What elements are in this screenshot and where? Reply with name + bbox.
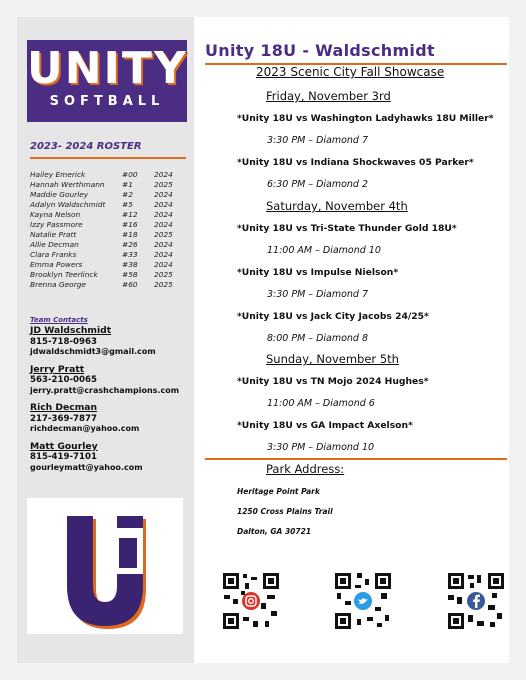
game-time: 3:30 PM – Diamond 7	[267, 289, 369, 300]
contact-card	[30, 442, 179, 474]
contact-card	[30, 326, 179, 358]
contact-name: Matt Gourley	[30, 440, 98, 452]
player-year: 2025	[154, 270, 173, 279]
player-number: #5	[122, 200, 133, 209]
player-name: Hailey Emerick	[30, 170, 86, 179]
roster-row	[30, 200, 180, 210]
player-name: Emma Powers	[30, 260, 83, 269]
roster-row	[30, 180, 180, 190]
player-name: Natalie Pratt	[30, 230, 77, 239]
game-time: 6:30 PM – Diamond 2	[267, 179, 369, 190]
player-name: Brenna George	[30, 280, 86, 289]
roster-row	[30, 230, 180, 240]
u-logo-graphic	[27, 498, 183, 634]
roster-row	[30, 240, 180, 250]
player-year: 2024	[154, 200, 173, 209]
unity-softball-logo	[27, 40, 187, 122]
player-number: #2	[122, 190, 133, 199]
roster-list	[30, 170, 180, 290]
contact-email: richdecman@yahoo.com	[30, 424, 140, 433]
player-number: #12	[122, 210, 138, 219]
player-number: #1	[122, 180, 133, 189]
roster-row	[30, 260, 180, 270]
roster-divider	[30, 157, 186, 159]
u-logo	[27, 498, 183, 634]
player-year: 2024	[154, 250, 173, 259]
player-number: #33	[122, 250, 138, 259]
contact-email: jerry.pratt@crashchampions.com	[30, 385, 180, 395]
player-year: 2024	[154, 260, 173, 269]
roster-row	[30, 190, 180, 200]
contact-email: jdwaldschmidt3@gmail.com	[30, 347, 156, 356]
qr-code-graphic	[333, 571, 393, 631]
roster-row	[30, 210, 180, 220]
player-number: #16	[122, 220, 138, 229]
instagram-qr-icon[interactable]	[221, 571, 281, 631]
contact-card	[30, 403, 179, 435]
contact-phone: 563-210-0065	[30, 375, 97, 385]
roster-row	[30, 270, 180, 280]
player-name: Adalyn Waldschmidt	[30, 200, 106, 209]
game-matchup: *Unity 18U vs Jack City Jacobs 24/25*	[237, 311, 429, 322]
player-year: 2025	[154, 230, 173, 239]
facebook-qr-icon[interactable]	[446, 571, 506, 631]
event-subtitle: 2023 Scenic City Fall Showcase	[256, 65, 445, 79]
game-matchup: *Unity 18U vs TN Mojo 2024 Hughes*	[237, 376, 429, 387]
player-year: 2024	[154, 210, 173, 219]
day-heading: Friday, November 3rd	[266, 89, 391, 103]
contact-email: gourleymatt@yahoo.com	[30, 462, 143, 472]
player-number: #38	[122, 260, 138, 269]
page-title: Unity 18U - Waldschmidt	[205, 41, 435, 60]
player-name: Hannah Werthmann	[30, 180, 105, 189]
contact-name: Rich Decman	[30, 402, 98, 413]
contact-name: Jerry Pratt	[30, 363, 85, 375]
roster-row	[30, 220, 180, 230]
player-year: 2024	[154, 170, 173, 179]
game-time: 3:30 PM – Diamond 10	[267, 442, 375, 453]
player-year: 2024	[154, 220, 173, 229]
game-matchup: *Unity 18U vs Washington Ladyhawks 18U Miller*	[237, 113, 494, 124]
game-time: 11:00 AM – Diamond 6	[267, 398, 375, 409]
player-name: Kayna Nelson	[30, 210, 81, 219]
player-number: #60	[122, 280, 138, 289]
contact-phone: 815-419-7101	[30, 452, 97, 462]
player-name: Allie Decman	[30, 240, 79, 249]
logo-sub: SOFTBALL	[49, 94, 165, 109]
roster-row	[30, 280, 180, 290]
player-name: Izzy Passmore	[30, 220, 83, 229]
player-name: Brooklyn Teerlinck	[30, 270, 98, 279]
roster-title: 2023- 2024 ROSTER	[30, 141, 142, 152]
twitter-qr-icon[interactable]	[333, 571, 393, 631]
park-city: Dalton, GA 30721	[237, 527, 312, 536]
player-year: 2024	[154, 190, 173, 199]
player-number: #18	[122, 230, 138, 239]
game-time: 3:30 PM – Diamond 7	[267, 135, 369, 146]
player-number: #00	[122, 170, 138, 179]
day-heading: Saturday, November 4th	[266, 199, 408, 213]
player-year: 2025	[154, 180, 173, 189]
qr-code-graphic	[221, 571, 281, 631]
game-matchup: *Unity 18U vs Impulse Nielson*	[237, 267, 399, 278]
contact-name: JD Waldschmidt	[30, 325, 112, 336]
qr-code-graphic	[446, 571, 506, 631]
player-name: Maddie Gourley	[30, 190, 89, 199]
player-name: Clara Franks	[30, 250, 77, 259]
game-matchup: *Unity 18U vs Tri-State Thunder Gold 18U*	[237, 223, 457, 234]
park-divider	[205, 458, 507, 460]
roster-row	[30, 250, 180, 260]
park-heading: Park Address:	[266, 462, 345, 476]
player-year: 2025	[154, 280, 173, 289]
game-matchup: *Unity 18U vs GA Impact Axelson*	[237, 420, 413, 431]
player-number: #58	[122, 270, 138, 279]
roster-row	[30, 170, 180, 180]
game-matchup: *Unity 18U vs Indiana Shockwaves 05 Parker*	[237, 157, 474, 168]
contact-card	[30, 365, 179, 397]
player-number: #26	[122, 240, 138, 249]
park-street: 1250 Cross Plains Trail	[237, 507, 333, 516]
day-heading: Sunday, November 5th	[266, 352, 399, 366]
game-time: 11:00 AM – Diamond 10	[267, 245, 381, 256]
player-year: 2024	[154, 240, 173, 249]
team-contacts	[30, 316, 179, 480]
game-time: 8:00 PM – Diamond 8	[267, 333, 369, 344]
contacts-title: Team Contacts	[30, 316, 88, 324]
logo-word: UNITY	[27, 43, 188, 94]
contact-phone: 217-369-7877	[30, 413, 97, 424]
park-name: Heritage Point Park	[237, 487, 320, 496]
contact-phone: 815-718-0963	[30, 336, 97, 347]
